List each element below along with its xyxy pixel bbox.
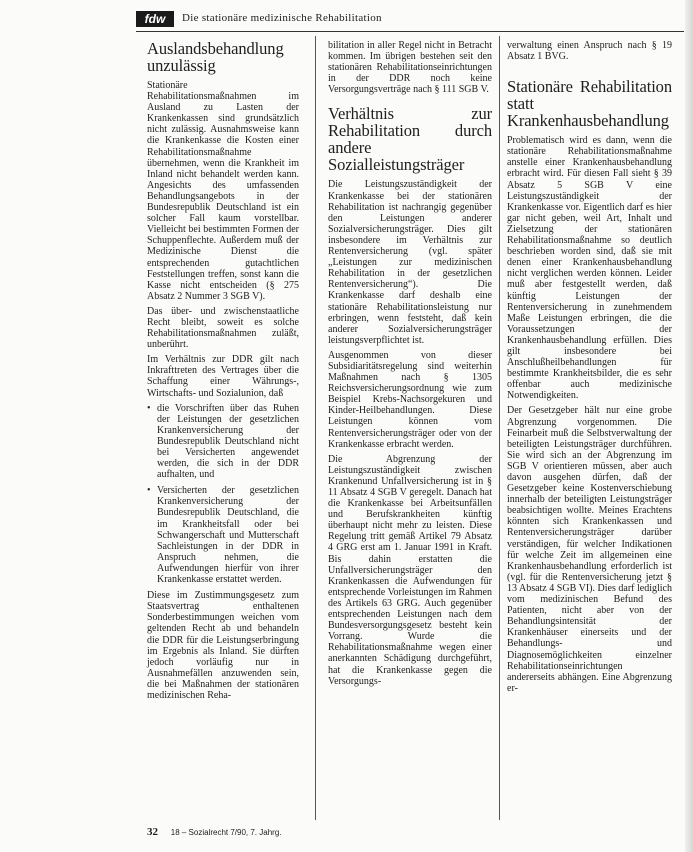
column-1 [147, 40, 299, 705]
paragraph: Stationäre Rehabilitationsmaßnahmen im Ausland zu Lasten der Krankenkassen sind grundsätzlich nicht zulässig. Ausnahmsweise kann die Krankenkasse die Kosten einer Rehabilitationsmaßnahme übernehmen, wenn die Krankheit im Inland nicht behandelt werden kann. Angesichts des umfassenden Behandlungsangebots in der Bundesrepublik Deutschland ist ein solcher Fall kaum vorstellbar. Vielleicht bei bestimmten Formen der Schuppenflechte. Außerdem muß der Medizinische Dienst die entsprechenden gutachtlichen Feststellungen treffen, sonst kann die Kasse nicht entscheiden (§ 275 Absatz 2 Nummer 3 SGB V). [147, 80, 299, 302]
page-header [136, 10, 684, 30]
paragraph: Problematisch wird es dann, wenn die stationäre Rehabilitationsmaßnahme anstelle einer Krankenhausbehandlung erbracht wird. Für diesen Fall sieht § 39 Absatz 5 SGB V eine Leistungszuständigkeit der Krankenkasse vor. Eigentlich darf es hier gar nicht geben, weil Art, Inhalt und Zielsetzung der stationären Rehabilitationsmaßnahme so deutlich beschrieben worden sind, daß sie mit denen einer Krankenhausbehandlung nicht verglichen werden können. Leider muß aber festgestellt werden, daß künftig Leistungen der Rentenversicherung in zunehmendem Maße Leistungen erbringen, die die Voraussetzungen der Krankenhausbehandlung erfüllen. Dies gilt insbesondere bei Anschlußheilbehandlungen für bestimmte Krankheitsbilder, die es sehr offenbar auch medizinische Notwendigkeiten. [507, 135, 672, 402]
page-number: 32 [147, 826, 158, 838]
running-head: Die stationäre medizinische Rehabilitation [182, 12, 382, 24]
list-item: • die Vorschriften über das Ruhen der Leistungen der gesetzlichen Krankenversicherung der Bundesrepublik Deutschland nicht bei Versicherten angewendet werden, die sich in der DDR aufhalten, und [147, 403, 299, 481]
column-divider-1 [315, 36, 316, 820]
column-2 [328, 40, 492, 691]
paragraph: Die Leistungszuständigkeit der Krankenkasse bei der stationären Rehabilitation ist nachrangig gegenüber den Leistungen anderer Sozialversicherungsträger. Dies gilt insbesondere im Verhältnis zur Rentenversicherung (vgl. später „Leistungen zur medizinischen Rehabilitation in der gesetzlichen Rentenversicherung“). Die Krankenkasse darf deshalb eine stationäre Rehabilitationsleistung nur erbringen, wenn feststeht, daß kein anderer Sozialversicherungsträger leistungsverpflichtet ist. [328, 179, 492, 346]
column-3 [507, 40, 672, 698]
publication-logo: fdw [136, 11, 174, 27]
paragraph: Das über- und zwischenstaatliche Recht bleibt, soweit es solche Rehabilitationsmaßnahmen zuläßt, unberührt. [147, 305, 299, 351]
source-line: 18 – Sozialrecht 7/90, 7. Jahrg. [170, 828, 282, 837]
section-heading-stationaere-rehabilitation: Stationäre Rehabilitation statt Krankenhausbehandlung [507, 77, 672, 131]
bullet-list [147, 403, 299, 586]
page-footer [147, 826, 281, 838]
scan-edge [685, 0, 693, 852]
section-heading-verhaeltnis: Verhältnis zur Rehabilitation durch andere Sozialleistungsträger [328, 104, 492, 175]
column-divider-2 [499, 36, 500, 820]
paragraph: Der Gesetzgeber hält nur eine grobe Abgrenzung vorgenommen. Die Feinarbeit muß die Selbstverwaltung der beteiligten Leistungsträger durchführen. Sie wird sich an der Abgrenzung im SGB V orientieren müssen, aber auch davon ausgehen dürfen, daß der Gesetzgeber keine Kostenverschiebung innerhalb der beteiligten Leistungsträger beabsichtigen wollte. Meines Erachtens könnten sich Krankenkassen und Rentenversicherungsträger darüber verständigen, für welcher Indikationen für welche Zeit im allgemeinen eine Krankenhausbehandlung erforderlich ist (vgl. für die Rentenversicherung jetzt § 13 Absatz 4 SGB VI). Dies darf lediglich vom medizinischen Befund des Patienten, nicht aber von der Behandlungsintensität der Krankenhäuser einerseits und der Behandlungs- und Diagnosemöglichkeiten einzelner Rehabilitationseinrichtungen andererseits abhängen. Eine Abgrenzung er- [507, 405, 672, 694]
paragraph: verwaltung einen Anspruch nach § 19 Absatz 1 BVG. [507, 40, 672, 63]
paragraph: Diese im Zustimmungsgesetz zum Staatsvertrag enthaltenen Sonderbestimmungen weichen vom geltenden Recht ab und behandeln die DDR für die Leistungserbringung im Ergebnis als Inland. Sie dürften jedoch vorläufig nur in Ausnahmefällen anzuwenden sein, die bei Maßnahmen der stationären medizinischen Reha- [147, 590, 299, 701]
list-item: • Versicherten der gesetzlichen Krankenversicherung der Bundesrepublik Deutschland, die im Krankheitsfall oder bei Schwangerschaft und Mutterschaft Sachleistungen in der DDR in Anspruch nehmen, die Aufwendungen hierfür von ihrer Krankenkasse erstattet werden. [147, 485, 299, 585]
header-rule [136, 31, 684, 32]
paragraph: Die Abgrenzung der Leistungszuständigkeit zwischen Krankenund Unfallversicherung ist in § 11 Absatz 4 SGB V geregelt. Danach hat die Krankenkasse bei Arbeitsunfällen und Berufskrankheiten künftig überhaupt nicht mehr zu leisten. Diese Regelung tritt gemäß Artikel 79 Absatz 4 GRG erst am 1. Januar 1991 in Kraft. Bis dahin erstatten die Unfallversicherungsträger den Krankenkassen die Aufwendungen für entsprechende Vorleistungen im Rahmen des Artikels 63 GRG. Auch gegenüber entsprechenden Leistungen nach dem Bundesversorgungsgesetz besteht kein Vorrang. Wurde die Rehabilitationsmaßnahme wegen einer anerkannten Schädigung durchgeführt, hat die Krankenkasse gegen die Versorgungs- [328, 453, 492, 687]
section-heading-auslandsbehandlung: Auslandsbehandlung unzulässig [147, 39, 284, 75]
paragraph: Im Verhältnis zur DDR gilt nach Inkrafttreten des Vertrages über die Schaffung einer Währungs-, Wirtschafts- und Sozialunion, daß [147, 354, 299, 399]
paragraph: bilitation in aller Regel nicht in Betracht kommen. Im übrigen bestehen seit den stationären Rehabilitationseinrichtungen in der DDR noch keine Versorgungsverträge nach § 111 SGB V. [328, 40, 492, 96]
paragraph: Ausgenommen von dieser Subsidiaritätsregelung sind weiterhin Maßnahmen nach § 1305 Reichsversicherungsordnung wie zum Beispiel Krebs-Nachsorgekuren und Kinder-Heilbehandlungen. Diese Leistungen können vom Rentenversicherungsträger oder von der Krankenkasse erbracht werden. [328, 349, 492, 450]
